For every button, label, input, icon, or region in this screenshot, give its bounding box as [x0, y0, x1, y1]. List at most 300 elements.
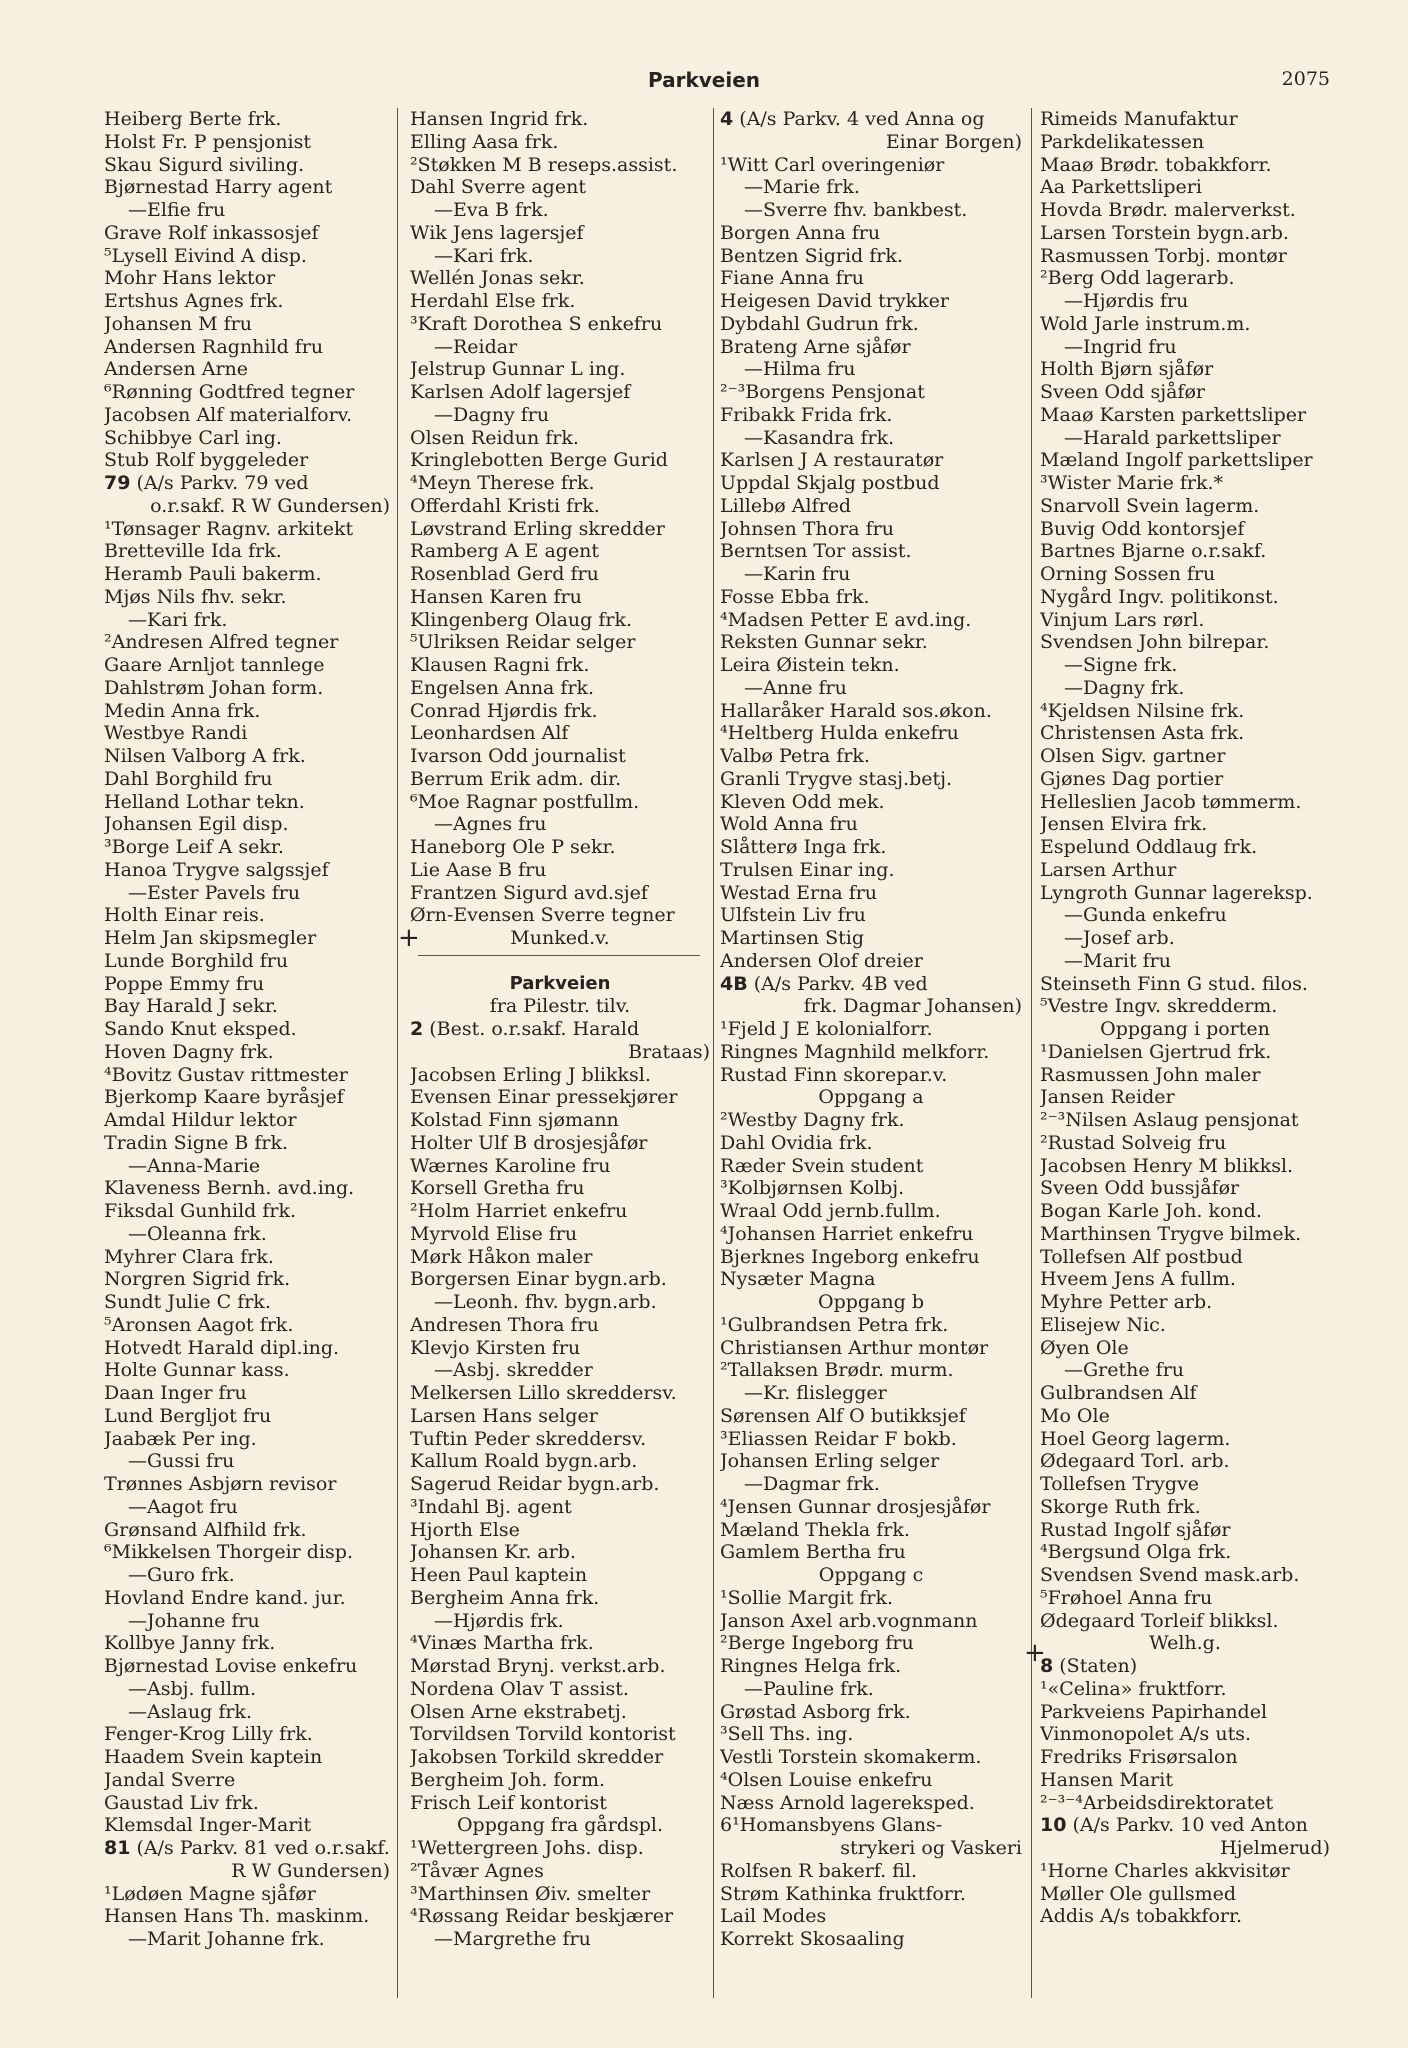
directory-entry: Conrad Hjørdis frk. — [410, 699, 598, 722]
directory-entry: Medin Anna frk. — [104, 699, 261, 722]
directory-entry: Addis A/s tobakkforr. — [1040, 1905, 1243, 1928]
directory-entry: Martinsen Stig — [720, 927, 864, 949]
directory-entry: —Gussi fru — [128, 1450, 235, 1473]
building-number: 10 (A/s Parkv. 10 ved Anton — [1040, 1814, 1308, 1837]
directory-entry: Wold Anna fru — [720, 813, 858, 836]
directory-entry: —Johanne fru — [128, 1609, 260, 1632]
directory-entry: Hovland Endre kand. jur. — [104, 1586, 346, 1609]
directory-entry: Leira Øistein tekn. — [720, 654, 900, 676]
directory-entry: ²⁻³Borgens Pensjonat — [720, 381, 925, 403]
directory-entry: ¹Wettergreen Johs. disp. — [410, 1837, 644, 1859]
directory-entry: Holth Bjørn sjåfør — [1040, 358, 1214, 381]
directory-entry: ²Berg Odd lagerarb. — [1040, 267, 1235, 290]
directory-entry: —Ester Pavels fru — [128, 881, 301, 904]
entry-continuation: Brataas) — [628, 1040, 710, 1063]
directory-entry: Ramberg A E agent — [410, 540, 600, 563]
directory-entry: Andresen Thora fru — [410, 1313, 599, 1336]
directory-entry: Kolstad Finn sjømann — [410, 1109, 619, 1131]
directory-entry: —Kari frk. — [434, 244, 534, 267]
directory-entry: Gamlem Bertha fru — [720, 1541, 906, 1564]
directory-entry: Reksten Gunnar sekr. — [720, 631, 928, 654]
directory-entry: ⁴Johansen Harriet enkefru — [720, 1222, 974, 1245]
directory-entry: Hveem Jens A fullm. — [1040, 1268, 1236, 1291]
directory-entry: Bentzen Sigrid frk. — [720, 244, 903, 267]
directory-entry: Holst Fr. P pensjonist — [104, 130, 312, 153]
directory-entry: —Dagny frk. — [1064, 676, 1185, 699]
directory-entry: Trulsen Einar ing. — [720, 858, 895, 881]
directory-entry: ¹Witt Carl overingeniør — [720, 153, 945, 176]
directory-entry: Olsen Sigv. gartner — [1040, 745, 1226, 767]
directory-entry: Hoven Dagny frk. — [104, 1040, 274, 1063]
directory-entry: Leonhardsen Alf — [410, 722, 569, 745]
directory-entry: Tollefsen Alf postbud — [1040, 1245, 1243, 1268]
directory-entry: Myhre Petter arb. — [1040, 1291, 1213, 1313]
directory-entry: Janson Axel arb.vognmann — [720, 1609, 978, 1632]
directory-entry: Heramb Pauli bakerm. — [104, 563, 322, 585]
directory-entry: Evensen Einar pressekjører — [410, 1086, 678, 1109]
directory-entry: Strøm Kathinka fruktforr. — [720, 1882, 966, 1905]
directory-entry: Steinseth Finn G stud. filos. — [1040, 972, 1308, 995]
directory-entry: Westbye Randi — [104, 722, 248, 745]
directory-entry: ²Rustad Solveig fru — [1040, 1131, 1227, 1154]
directory-entry: Berrum Erik adm. dir. — [410, 767, 622, 790]
directory-entry: —Reidar — [434, 335, 518, 358]
directory-entry: Slåtterø Inga frk. — [720, 836, 887, 858]
directory-entry: Lillebø Alfred — [720, 494, 852, 517]
directory-entry: Olsen Arne ekstrabetj. — [410, 1700, 627, 1723]
directory-entry: Nilsen Valborg A frk. — [104, 745, 306, 767]
directory-entry: Larsen Torstein bygn.arb. — [1040, 221, 1289, 244]
entry-continuation: o.r.sakf. R W Gundersen) — [150, 494, 390, 517]
directory-entry: ²Westby Dagny frk. — [720, 1109, 905, 1131]
directory-entry: Fredriks Frisørsalon — [1040, 1746, 1238, 1768]
building-number: 8 (Staten) — [1040, 1655, 1138, 1677]
directory-entry: ²Holm Harriet enkefru — [410, 1200, 628, 1222]
section-label: Oppgang b — [818, 1291, 924, 1313]
directory-entry: —Asbj. skredder — [434, 1359, 593, 1382]
directory-entry: —Margrethe fru — [434, 1928, 591, 1950]
directory-entry: Dahl Sverre agent — [410, 176, 586, 199]
directory-entry: Tuftin Peder skreddersv. — [410, 1427, 647, 1450]
entry-continuation: Hjelmerud) — [1220, 1837, 1330, 1859]
directory-entry: Ulfstein Liv fru — [720, 904, 866, 927]
directory-entry: Haadem Svein kaptein — [104, 1746, 323, 1768]
directory-entry: Ringnes Magnhild melkforr. — [720, 1040, 990, 1063]
directory-entry: ⁴Røssang Reidar beskjærer — [410, 1905, 674, 1928]
directory-entry: —Aagot fru — [128, 1495, 238, 1518]
directory-entry: Stub Rolf byggeleder — [104, 449, 309, 472]
directory-entry: ³Wister Marie frk.* — [1040, 472, 1224, 494]
directory-entry: ⁴Bovitz Gustav rittmester — [104, 1063, 348, 1086]
directory-entry: Hovda Brødr. malerverkst. — [1040, 199, 1296, 221]
directory-entry: Dahl Ovidia frk. — [720, 1131, 873, 1154]
directory-entry: —Agnes fru — [434, 813, 547, 836]
directory-entry: Jacobsen Erling J blikksl. — [410, 1063, 651, 1086]
directory-entry: ⁴Heltberg Hulda enkefru — [720, 722, 959, 745]
directory-entry: Klemsdal Inger-Marit — [104, 1814, 312, 1837]
directory-entry: Rosenblad Gerd fru — [410, 563, 599, 585]
section-label: Oppgang i porten — [1100, 1018, 1270, 1040]
directory-entry: ⁴Meyn Therese frk. — [410, 472, 595, 494]
directory-entry: —Hjørdis fru — [1064, 290, 1189, 312]
directory-entry: Snarvoll Svein lagerm. — [1040, 494, 1260, 517]
column-divider — [713, 108, 714, 1998]
directory-entry: Nysæter Magna — [720, 1268, 876, 1291]
directory-entry: Heen Paul kaptein — [410, 1564, 588, 1586]
directory-entry: Granli Trygve stasj.betj. — [720, 767, 953, 790]
directory-entry: Sveen Odd bussjåfør — [1040, 1177, 1240, 1200]
directory-entry: ³Eliassen Reidar F bokb. — [720, 1427, 957, 1450]
directory-entry: ⁵Ulriksen Reidar selger — [410, 631, 636, 654]
directory-entry: ³Sell Ths. ing. — [720, 1723, 854, 1746]
directory-entry: ¹Lødøen Magne sjåfør — [104, 1882, 316, 1905]
directory-entry: Aa Parkettsliperi — [1040, 176, 1202, 199]
building-number: 81 (A/s Parkv. 81 ved o.r.sakf. — [104, 1837, 390, 1859]
directory-entry: —Gunda enkefru — [1064, 904, 1227, 927]
plus-mark-icon: + — [1024, 1638, 1046, 1668]
directory-entry: Heiberg Berte frk. — [104, 108, 282, 130]
directory-entry: Rustad Ingolf sjåfør — [1040, 1518, 1231, 1541]
directory-entry: Kallum Roald bygn.arb. — [410, 1450, 638, 1473]
directory-entry: ⁶Mikkelsen Thorgeir disp. — [104, 1541, 353, 1564]
directory-entry: Maaø Brødr. tobakkforr. — [1040, 153, 1272, 176]
directory-entry: Trønnes Asbjørn revisor — [104, 1473, 337, 1495]
directory-entry: Vestli Torstein skomakerm. — [720, 1746, 982, 1768]
directory-entry: ³Marthinsen Øiv. smelter — [410, 1882, 651, 1905]
directory-entry: Svendsen Svend mask.arb. — [1040, 1564, 1300, 1586]
directory-entry: Hansen Hans Th. maskinm. — [104, 1905, 370, 1928]
directory-entry: Johansen Kr. arb. — [410, 1541, 577, 1564]
directory-entry: Dahlstrøm Johan form. — [104, 676, 324, 699]
directory-entry: —Karin fru — [744, 563, 851, 585]
directory-entry: Ørn-Evensen Sverre tegner — [410, 904, 675, 927]
directory-entry: ⁵Frøhoel Anna fru — [1040, 1586, 1213, 1609]
directory-entry: Amdal Hildur lektor — [104, 1109, 297, 1131]
directory-entry: Maaø Karsten parkettsliper — [1040, 403, 1307, 426]
directory-entry: Andersen Olof dreier — [720, 949, 923, 972]
page-title: Parkveien — [647, 68, 761, 92]
directory-entry: Heigesen David trykker — [720, 290, 949, 312]
directory-entry: Tradin Signe B frk. — [104, 1131, 289, 1154]
directory-entry: —Signe frk. — [1064, 654, 1178, 676]
directory-column-1 — [104, 108, 390, 1951]
section-label: Oppgang a — [818, 1086, 924, 1109]
directory-entry: Daan Inger fru — [104, 1382, 247, 1404]
directory-entry: Larsen Arthur — [1040, 858, 1177, 881]
directory-entry: Nygård Ingv. politikonst. — [1040, 585, 1279, 608]
directory-entry: Holter Ulf B drosjesjåfør — [410, 1131, 648, 1154]
directory-entry: —Harald parkettsliper — [1064, 426, 1281, 449]
directory-entry: Lund Bergljot fru — [104, 1404, 272, 1427]
directory-column-3 — [720, 108, 1022, 1951]
directory-entry: —Sverre fhv. bankbest. — [744, 199, 968, 221]
directory-entry: Mjøs Nils fhv. sekr. — [104, 585, 287, 608]
directory-entry: ⁶Rønning Godtfred tegner — [104, 381, 355, 403]
directory-entry: ⁴Kjeldsen Nilsine frk. — [1040, 699, 1245, 722]
directory-entry: Haneborg Ole P sekr. — [410, 836, 616, 858]
directory-entry: Hotvedt Harald dipl.ing. — [104, 1336, 340, 1359]
directory-entry: 6¹Homansbyens Glans- — [720, 1814, 943, 1837]
directory-entry: Bergheim Anna frk. — [410, 1586, 600, 1609]
directory-entry: Johansen Egil disp. — [104, 813, 289, 836]
entry-continuation: strykeri og Vaskeri — [840, 1837, 1022, 1859]
directory-entry: —Pauline frk. — [744, 1677, 874, 1700]
directory-entry: Valbø Petra frk. — [720, 745, 870, 767]
directory-entry: Myhrer Clara frk. — [104, 1245, 274, 1268]
directory-entry: ¹Horne Charles akkvisitør — [1040, 1859, 1290, 1882]
directory-entry: Wærnes Karoline fru — [410, 1154, 611, 1177]
directory-entry: Uppdal Skjalg postbud — [720, 472, 940, 494]
section-label: Oppgang fra gårdspl. — [456, 1814, 664, 1837]
directory-entry: Ringnes Helga frk. — [720, 1655, 902, 1677]
directory-entry: —Kr. flislegger — [744, 1382, 887, 1404]
directory-entry: ⁶Moe Ragnar postfullm. — [410, 790, 640, 813]
directory-entry: ¹Fjeld J E kolonialforr. — [720, 1018, 933, 1040]
directory-entry: Rolfsen R bakerf. fil. — [720, 1859, 918, 1882]
directory-entry: —Hilma fru — [744, 358, 856, 381]
directory-entry: —Hjørdis frk. — [434, 1609, 564, 1632]
directory-entry: Fiane Anna fru — [720, 267, 865, 290]
directory-entry: Bjørnestad Harry agent — [104, 176, 333, 199]
directory-entry: Parkveiens Papirhandel — [1040, 1700, 1268, 1723]
directory-entry: Offerdahl Kristi frk. — [410, 494, 600, 517]
directory-entry: Frantzen Sigurd avd.sjef — [410, 881, 648, 904]
directory-entry: Helleslien Jacob tømmerm. — [1040, 790, 1302, 813]
directory-entry: ⁴Bergsund Olga frk. — [1040, 1541, 1232, 1564]
directory-entry: Vinjum Lars rørl. — [1040, 608, 1205, 631]
directory-entry: ⁴Jensen Gunnar drosjesjåfør — [720, 1495, 991, 1518]
directory-entry: Hansen Marit — [1040, 1768, 1173, 1791]
directory-entry: Karlsen Adolf lagersjef — [410, 381, 631, 403]
section-label: Munked.v. — [510, 927, 610, 949]
directory-entry: Mørk Håkon maler — [410, 1245, 593, 1268]
directory-entry: Dybdahl Gudrun frk. — [720, 312, 919, 335]
directory-entry: Parkdelikatessen — [1040, 130, 1205, 153]
directory-entry: —Aslaug frk. — [128, 1700, 252, 1723]
directory-entry: Grønsand Alfhild frk. — [104, 1518, 307, 1541]
directory-entry: Rasmussen Torbj. montør — [1040, 244, 1287, 267]
directory-entry: Olsen Reidun frk. — [410, 426, 579, 449]
directory-entry: Andersen Arne — [104, 358, 249, 381]
directory-entry: Bjørnestad Lovise enkefru — [104, 1655, 358, 1677]
directory-entry: Mæland Ingolf parkettsliper — [1040, 449, 1313, 472]
column-divider — [397, 108, 398, 1998]
directory-entry: Marthinsen Trygve bilmek. — [1040, 1222, 1302, 1245]
directory-entry: Andersen Ragnhild fru — [104, 335, 324, 358]
directory-entry: Jandal Sverre — [104, 1768, 236, 1791]
directory-entry: ²Andresen Alfred tegner — [104, 631, 339, 654]
directory-entry: ⁵Vestre Ingv. skredderm. — [1040, 995, 1278, 1018]
directory-entry: Bretteville Ida frk. — [104, 540, 282, 563]
directory-entry: Fiksdal Gunhild frk. — [104, 1200, 297, 1222]
directory-entry: Skau Sigurd siviling. — [104, 153, 305, 176]
directory-entry: —Asbj. fullm. — [128, 1677, 257, 1700]
directory-entry: Westad Erna fru — [720, 881, 878, 904]
directory-entry: Hallaråker Harald sos.økon. — [720, 699, 992, 722]
directory-entry: —Elfie fru — [128, 199, 226, 221]
directory-entry: —Oleanna frk. — [128, 1222, 267, 1245]
directory-entry: Myrvold Elise fru — [410, 1222, 578, 1245]
directory-entry: Ræder Svein student — [720, 1154, 924, 1177]
directory-entry: Tollefsen Trygve — [1040, 1473, 1199, 1495]
directory-entry: Klevjo Kirsten fru — [410, 1336, 581, 1359]
directory-entry: Lail Modes — [720, 1905, 827, 1928]
directory-entry: ³Kolbjørnsen Kolbj. — [720, 1177, 905, 1200]
directory-entry: —Eva B frk. — [434, 199, 549, 221]
directory-entry: Sando Knut eksped. — [104, 1018, 297, 1040]
directory-entry: Ødegaard Torl. arb. — [1040, 1450, 1230, 1473]
directory-entry: Klingenberg Olaug frk. — [410, 608, 633, 631]
directory-entry: Mohr Hans lektor — [104, 267, 276, 290]
directory-entry: ⁵Lysell Eivind A disp. — [104, 244, 307, 267]
directory-entry: Løvstrand Erling skredder — [410, 517, 665, 540]
directory-entry: Karlsen J A restauratør — [720, 449, 944, 472]
directory-entry: ⁴Olsen Louise enkefru — [720, 1768, 933, 1791]
directory-entry: Larsen Hans selger — [410, 1404, 598, 1427]
directory-entry: Helland Lothar tekn. — [104, 790, 305, 813]
directory-entry: Bartnes Bjarne o.r.sakf. — [1040, 540, 1267, 563]
directory-entry: Frisch Leif kontorist — [410, 1791, 607, 1814]
building-number: 79 (A/s Parkv. 79 ved — [104, 472, 309, 494]
directory-entry: Møller Ole gullsmed — [1040, 1882, 1237, 1905]
directory-entry: Kringlebotten Berge Gurid — [410, 449, 668, 472]
directory-entry: Lyngroth Gunnar lagereksp. — [1040, 881, 1313, 904]
directory-entry: Jaabæk Per ing. — [104, 1427, 257, 1450]
directory-entry: —Marit Johanne frk. — [128, 1928, 325, 1950]
directory-entry: Fribakk Frida frk. — [720, 403, 893, 426]
directory-entry: Orning Sossen fru — [1040, 563, 1216, 585]
directory-entry: —Grethe fru — [1064, 1359, 1185, 1382]
directory-entry: Borgen Anna fru — [720, 221, 881, 244]
directory-entry: Nordena Olav T assist. — [410, 1677, 629, 1700]
directory-entry: Bay Harald J sekr. — [104, 995, 278, 1018]
building-number: 2 (Best. o.r.sakf. Harald — [410, 1018, 640, 1040]
directory-entry: —Marit fru — [1064, 949, 1171, 972]
building-number: 4 (A/s Parkv. 4 ved Anna og — [720, 108, 985, 130]
directory-entry: Vinmonopolet A/s uts. — [1040, 1723, 1252, 1746]
directory-entry: Svendsen John bilrepar. — [1040, 631, 1270, 654]
directory-entry: —Anna-Marie — [128, 1154, 261, 1177]
directory-entry: ¹«Celina» fruktforr. — [1040, 1677, 1227, 1700]
directory-entry: ¹Gulbrandsen Petra frk. — [720, 1313, 949, 1336]
directory-entry: Gaustad Liv frk. — [104, 1791, 259, 1814]
directory-entry: Norgren Sigrid frk. — [104, 1268, 291, 1291]
entry-continuation: R W Gundersen) — [231, 1859, 390, 1882]
directory-entry: —Ingrid fru — [1064, 335, 1177, 358]
directory-entry: —Dagny fru — [434, 403, 550, 426]
directory-entry: Jansen Reider — [1040, 1086, 1175, 1109]
directory-entry: Fenger-Krog Lilly frk. — [104, 1723, 313, 1746]
directory-entry: Johansen M fru — [104, 312, 252, 335]
building-number: 4B (A/s Parkv. 4B ved — [720, 972, 928, 995]
directory-entry: ¹Danielsen Gjertrud frk. — [1040, 1040, 1272, 1063]
directory-entry: Korrekt Skosaaling — [720, 1928, 905, 1950]
directory-entry: Jakobsen Torkild skredder — [410, 1746, 664, 1768]
directory-entry: Johansen Erling selger — [720, 1450, 940, 1473]
directory-entry: ⁵Aronsen Aagot frk. — [104, 1313, 294, 1336]
page-number: 2075 — [1281, 68, 1330, 90]
directory-entry: Jacobsen Alf materialforv. — [104, 403, 353, 426]
directory-entry: Fosse Ebba frk. — [720, 585, 870, 608]
directory-entry: ²Tåvær Agnes — [410, 1859, 544, 1882]
directory-entry: Wellén Jonas sekr. — [410, 267, 585, 290]
entry-continuation: Einar Borgen) — [885, 130, 1022, 153]
directory-entry: Hanoa Trygve salgssjef — [104, 858, 329, 881]
directory-entry: ²Støkken M B reseps.assist. — [410, 153, 678, 176]
directory-entry: Elling Aasa frk. — [410, 130, 559, 153]
directory-column-2 — [410, 108, 710, 1951]
directory-entry: Næss Arnold lagereksped. — [720, 1791, 975, 1814]
directory-entry: ¹Tønsager Ragnv. arkitekt — [104, 517, 354, 540]
directory-entry: Bogan Karle Joh. kond. — [1040, 1200, 1262, 1222]
directory-entry: —Leonh. fhv. bygn.arb. — [434, 1291, 657, 1313]
directory-entry: Skorge Ruth frk. — [1040, 1495, 1201, 1518]
directory-entry: Bjerknes Ingeborg enkefru — [720, 1245, 980, 1268]
directory-entry: Jensen Elvira frk. — [1040, 813, 1208, 836]
directory-entry: Wold Jarle instrum.m. — [1040, 312, 1251, 335]
section-label: Oppgang c — [818, 1564, 924, 1586]
directory-entry: —Marie frk. — [744, 176, 860, 199]
entry-continuation: frk. Dagmar Johansen) — [803, 995, 1022, 1018]
section-label: fra Pilestr. tilv. — [489, 995, 631, 1018]
directory-entry: Kollbye Janny frk. — [104, 1632, 276, 1655]
directory-entry: Ivarson Odd journalist — [410, 745, 626, 767]
directory-entry: Christensen Asta frk. — [1040, 722, 1245, 745]
directory-entry: Wraal Odd jernb.fullm. — [720, 1200, 941, 1222]
directory-entry: Gaare Arnljot tannlege — [104, 654, 325, 676]
directory-entry: Sveen Odd sjåfør — [1040, 381, 1205, 403]
directory-entry: —Dagmar frk. — [744, 1473, 880, 1495]
directory-entry: Buvig Odd kontorsjef — [1040, 517, 1245, 540]
directory-entry: ²⁻³Nilsen Aslaug pensjonat — [1040, 1109, 1299, 1131]
directory-entry: Wik Jens lagersjef — [410, 221, 584, 244]
directory-entry: Jelstrup Gunnar L ing. — [410, 358, 626, 381]
directory-entry: Elisejew Nic. — [1040, 1313, 1166, 1336]
directory-entry: Berntsen Tor assist. — [720, 540, 912, 563]
directory-entry: Sørensen Alf O butikksjef — [720, 1404, 966, 1427]
directory-entry: Schibbye Carl ing. — [104, 426, 282, 449]
directory-entry: Grave Rolf inkassosjef — [104, 221, 319, 244]
directory-entry: Torvildsen Torvild kontorist — [410, 1723, 676, 1746]
directory-entry: Mæland Thekla frk. — [720, 1518, 910, 1541]
section-label: Welh.g. — [1149, 1632, 1221, 1655]
directory-entry: ¹Sollie Margit frk. — [720, 1586, 894, 1609]
directory-entry: —Guro frk. — [128, 1564, 235, 1586]
directory-entry: Bergheim Joh. form. — [410, 1768, 606, 1791]
directory-entry: Hoel Georg lagerm. — [1040, 1427, 1231, 1450]
directory-entry: ⁴Vinæs Martha frk. — [410, 1632, 594, 1655]
directory-entry: Holth Einar reis. — [104, 904, 265, 927]
directory-entry: Christiansen Arthur montør — [720, 1336, 989, 1359]
directory-entry: Rustad Finn skorepar.v. — [720, 1063, 948, 1086]
directory-entry: Lie Aase B fru — [410, 858, 547, 881]
directory-entry: Rasmussen John maler — [1040, 1063, 1261, 1086]
directory-entry: Jacobsen Henry M blikksl. — [1040, 1154, 1294, 1177]
directory-entry: Korsell Gretha fru — [410, 1177, 585, 1200]
directory-entry: —Kari frk. — [128, 608, 228, 631]
directory-entry: —Kasandra frk. — [744, 426, 895, 449]
directory-entry: Ødegaard Torleif blikksl. — [1040, 1609, 1279, 1632]
directory-entry: —Josef arb. — [1064, 927, 1175, 949]
page-header — [0, 66, 1408, 100]
directory-entry: Øyen Ole — [1040, 1336, 1129, 1359]
column-divider — [1031, 108, 1032, 1998]
directory-entry: Gulbrandsen Alf — [1040, 1382, 1197, 1404]
directory-entry: Espelund Oddlaug frk. — [1040, 836, 1258, 858]
directory-entry: Helm Jan skipsmegler — [104, 927, 317, 949]
directory-entry: Klausen Ragni frk. — [410, 654, 590, 676]
directory-entry: ²Berge Ingeborg fru — [720, 1632, 914, 1655]
